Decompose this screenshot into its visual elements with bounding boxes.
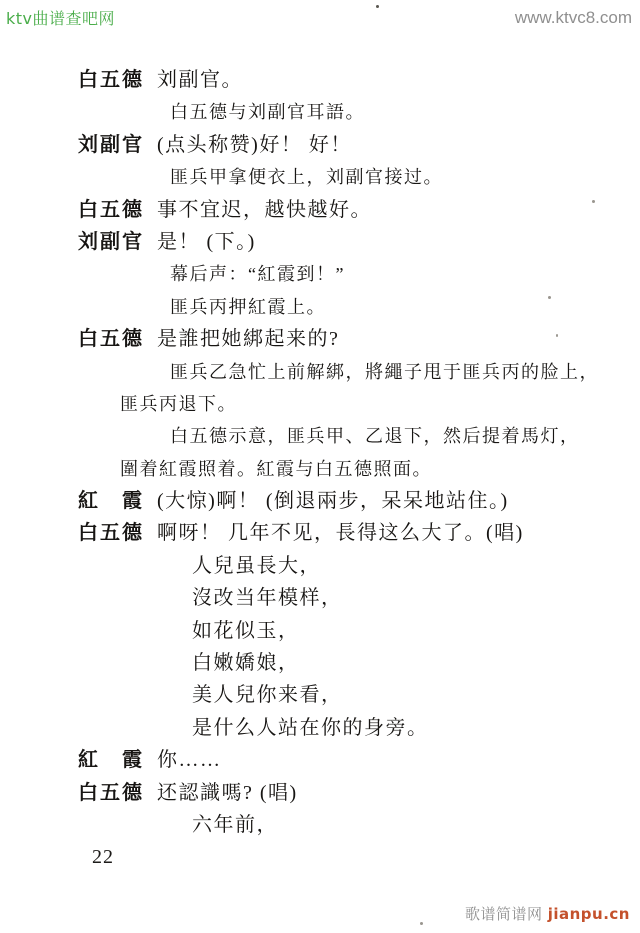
script-line	[0, 258, 640, 290]
script-line	[0, 453, 640, 485]
watermark-site-label: 歌谱简谱网	[464, 905, 548, 923]
line-text: 白五德示意，匪兵甲、乙退下，然后提着馬灯，	[170, 426, 580, 447]
watermark-site-url: jianpu.cn	[547, 905, 630, 923]
watermark-top-right: www.ktvc8.com	[514, 8, 632, 27]
script-line	[0, 161, 640, 193]
script-line	[0, 550, 640, 582]
line-text: 事不宜迟，越快越好。	[157, 198, 372, 221]
watermark-top-left: ktv曲谱查吧网	[6, 9, 116, 28]
scan-speck	[548, 296, 551, 299]
line-text: 沒改当年模样，	[192, 587, 343, 610]
line-text: 是誰把她綁起来的?	[157, 328, 340, 351]
scan-speck	[592, 200, 595, 203]
script-line	[0, 96, 640, 128]
script-line	[0, 582, 640, 614]
line-text: 是！ (下。)	[157, 230, 256, 253]
scan-speck	[556, 334, 558, 337]
scan-speck	[376, 5, 379, 8]
script-line	[0, 291, 640, 323]
script-line	[0, 388, 640, 420]
line-text: 匪兵丙退下。	[120, 393, 237, 414]
speaker-label: 白五德	[78, 328, 144, 351]
line-text: 圍着紅霞照着。紅霞与白五德照面。	[120, 458, 432, 479]
script-line	[0, 420, 640, 452]
line-text: 你……	[157, 749, 222, 772]
line-text: 匪兵乙急忙上前解綁，將繩子甩于匪兵丙的脸上，	[170, 361, 599, 382]
line-text: 啊呀！ 几年不见，長得这么大了。(唱)	[157, 522, 524, 545]
line-text: 匪兵甲拿便衣上，刘副官接过。	[170, 167, 443, 188]
script-line	[0, 226, 640, 258]
script-line	[0, 647, 640, 679]
line-text: 幕后声：“紅霞到！”	[170, 264, 345, 285]
script-line	[0, 485, 640, 517]
speaker-label: 刘副官	[78, 230, 144, 253]
speaker-label: 刘副官	[78, 133, 144, 156]
line-text: 刘副官。	[157, 69, 243, 91]
watermark-bottom-right	[465, 903, 630, 924]
script-line	[0, 679, 640, 711]
script-line	[0, 356, 640, 388]
line-text: 白嫩嬌娘，	[192, 652, 300, 675]
script-line	[0, 712, 640, 744]
script-line	[0, 615, 640, 647]
line-text: 是什么人站在你的身旁。	[192, 716, 429, 739]
speaker-label: 紅 霞	[78, 749, 144, 772]
script-line	[0, 809, 640, 841]
line-text: 匪兵丙押紅霞上。	[170, 296, 326, 317]
scan-speck	[420, 922, 423, 925]
line-text: (点头称赞)好！ 好！	[157, 133, 352, 156]
script-line	[0, 194, 640, 226]
line-text: 如花似玉，	[192, 619, 300, 642]
line-text: 人兒虽長大，	[192, 554, 321, 577]
script-line	[0, 777, 640, 809]
script-line	[0, 64, 640, 96]
speaker-label: 紅 霞	[78, 490, 144, 513]
script-page	[0, 64, 640, 841]
speaker-label: 白五德	[78, 69, 144, 91]
speaker-label: 白五德	[78, 198, 144, 221]
line-text: 还認識嗎? (唱)	[157, 781, 298, 804]
line-text: 六年前，	[192, 813, 278, 836]
line-text: (大惊)啊！ (倒退兩步，呆呆地站住。)	[157, 490, 509, 513]
line-text: 白五德与刘副官耳語。	[170, 102, 365, 123]
script-line	[0, 744, 640, 776]
line-text: 美人兒你来看，	[192, 684, 343, 707]
speaker-label: 白五德	[78, 522, 144, 545]
script-line	[0, 517, 640, 549]
speaker-label: 白五德	[78, 781, 144, 804]
page-number: 22	[92, 846, 114, 868]
script-line	[0, 323, 640, 355]
script-line	[0, 129, 640, 161]
